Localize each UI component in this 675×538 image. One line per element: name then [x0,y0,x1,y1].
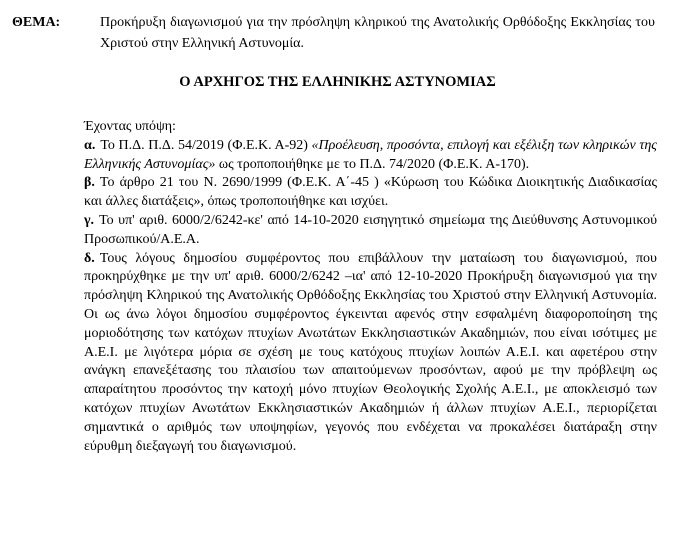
item-marker: β. [84,175,95,191]
item-text: Το άρθρο 21 του Ν. 2690/1999 (Φ.Ε.Κ. Α΄-45 ) «Κύρωση του Κώδικα Διοικητικής Διαδικασίας και άλλες διατάξεις», όπως τροποποιήθηκε και ισχύει. [84,175,657,210]
item-marker: δ. [84,250,95,266]
item-text: Τους λόγους δημοσίου συμφέροντος που επιβάλλουν την ματαίωση του διαγωνισμού, που προκηρύχθηκε με την υπ' αριθ. 6000/2/6242 –ια' από 12-10-2020 Προκήρυξη διαγωνισμού για την πρόσληψη Κληρικού της Ανατολικής Ορθόδοξης Εκκλησίας του Χριστού στην Ελληνική Αστυνομία. Οι ως άνω λόγοι δημοσίου συμφέροντος έγκεινται αφενός στην εσφαλμένη διαφοροποίηση της μοριοδότησης των κατόχων πτυχίων Ανωτάτων Εκκλησιαστικών Ακαδημιών, που είναι ισότιμες με Α.Ε.Ι. με λιγότερα μόρια σε σχέση με τους κατόχους πτυχίων λοιπών Α.Ε.Ι. και αφετέρου στην ανάγκη επανεξέτασης του πλαισίου των απαιτούμενων προσόντων, αφού με την πρόβλεψη ως απαραίτητου προσόντος την κατοχή μόνο πτυχίων Θεολογικής Σχολής Α.Ε.Ι., με αποκλεισμό των κατόχων πτυχίων Ανωτάτων Εκκλησιαστικών Ακαδημιών ή άλλων πτυχίων Α.Ε.Ι., περιορίζεται σημαντικά ο αριθμός των υποψηφίων, γεγονός που ενδέχεται να προκαλέσει διατάραξη στην εύρυθμη διεξαγωγή του διαγωνισμού. [84,250,657,454]
item-marker: α. [84,137,96,153]
item-text: Το υπ' αριθ. 6000/2/6242-κε' από 14-10-2020 εισηγητικό σημείωμα της Διεύθυνσης Αστυνομικού Προσωπικού/Α.Ε.Α. [84,212,657,247]
item-text-post: ως τροποποιήθηκε με το Π.Δ. 74/2020 (Φ.Ε.Κ. Α-170). [215,156,530,172]
consideration-item-c [84,212,657,250]
consideration-item-b [84,174,657,212]
consideration-item-d [84,250,657,457]
document-heading: Ο ΑΡΧΗΓΟΣ ΤΗΣ ΕΛΛΗΝΙΚΗΣ ΑΣΤΥΝΟΜΙΑΣ [179,74,496,90]
item-text-italic: «Προέλευση, προσόντα, επιλογή και εξέλιξη των κληρικών της Ελληνικής Αστυνομίας» [84,137,657,172]
item-text-pre: Το Π.Δ. Π.Δ. 54/2019 (Φ.Ε.Κ. Α-92) [100,137,312,153]
subject-text: Προκήρυξη διαγωνισμού για την πρόσληψη κληρικού της Ανατολικής Ορθόδοξης Εκκλησίας του Χριστού στην Ελληνική Αστυνομία. [100,15,655,51]
considerations-body [84,118,657,456]
considerations-intro: Έχοντας υπόψη: [84,119,176,134]
subject-label: ΘΕΜΑ: [12,15,61,30]
subject-block [12,12,662,54]
item-marker: γ. [84,212,95,228]
consideration-item-a [84,137,657,175]
